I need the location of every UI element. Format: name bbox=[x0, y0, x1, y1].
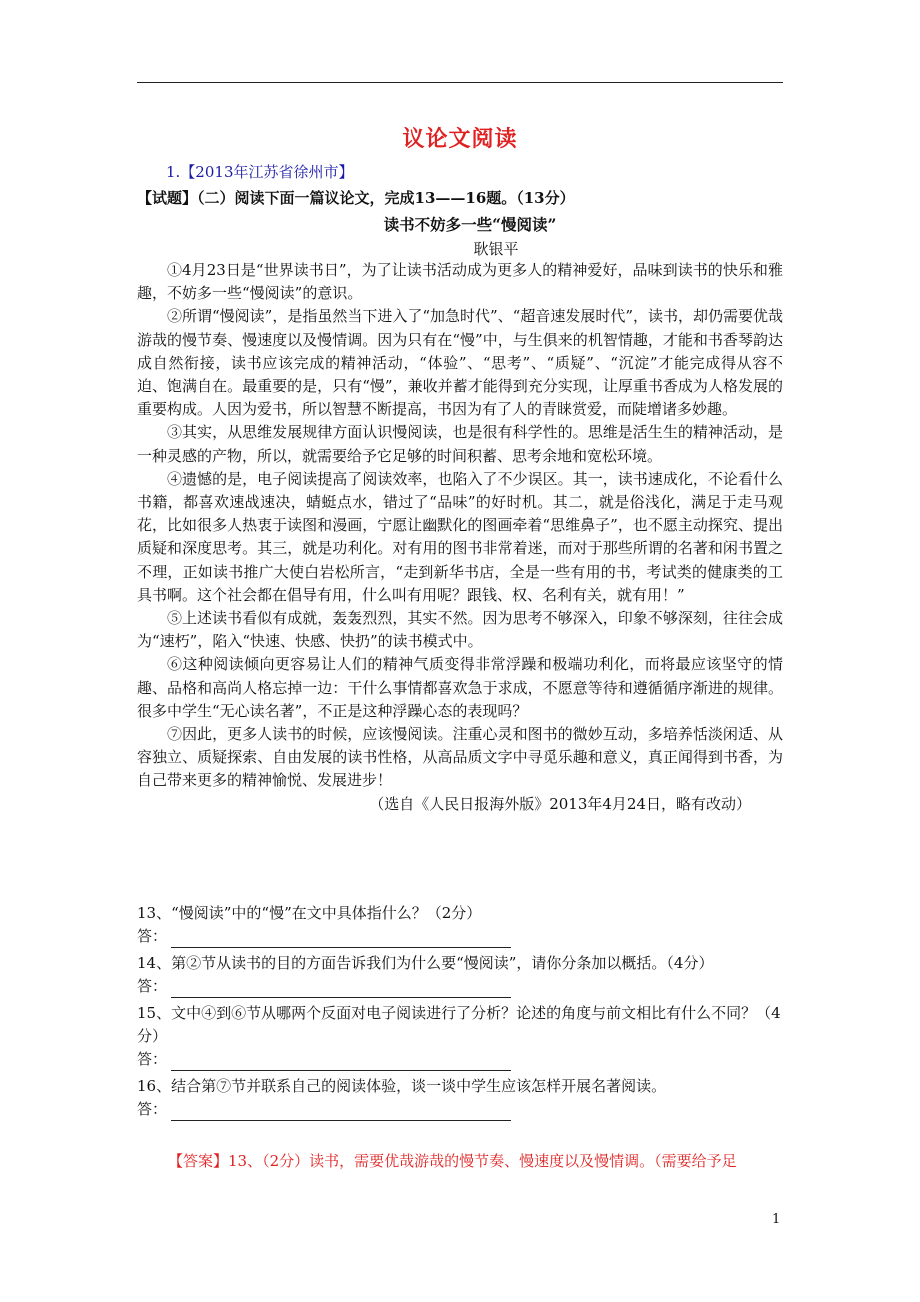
answer-label: 答： bbox=[137, 977, 168, 995]
answer-line-14 bbox=[137, 975, 783, 998]
paragraph: ⑥这种阅读倾向更容易让人们的精神气质变得非常浮躁和极端功利化，而将最应该坚守的情趣、品格和高尚人格忘掉一边：干什么事情都喜欢急于求成，不愿意等待和遵循循序渐进的规律。很多中学生“无心读名著”，不正是这种浮躁心态的表现吗？ bbox=[137, 655, 783, 720]
paragraph: ⑤上述读书看似有成就，轰轰烈烈，其实不然。因为思考不够深入，印象不够深刻，往往会成为“速朽”，陷入“快速、快感、快扔”的读书模式中。 bbox=[137, 609, 783, 651]
question-16: 16、结合第⑦节并联系自己的阅读体验，谈一谈中学生应该怎样开展名著阅读。 bbox=[137, 1077, 667, 1095]
article-body bbox=[137, 259, 783, 816]
article-author: 耿银平 bbox=[473, 240, 519, 258]
paragraph: ②所谓“慢阅读”，是指虽然当下进入了“加急时代”、“超音速发展时代”，读书，却仍需要优哉游哉的慢节奏、慢速度以及慢情调。因为只有在“慢”中，与生俱来的机智情趣，才能和书香琴韵达成自然衔接，读书应该完成的精神活动，“体验”、“思考”、“质疑”、“沉淀”才能完成得从容不迫、饱满自在。最重要的是，只有“慢”，兼收并蓄才能得到充分实现，让厚重书香成为人格发展的重要构成。人因为爱书，所以智慧不断提高，书因为有了人的青睐赏爱，而陡增诸多妙趣。 bbox=[137, 307, 784, 419]
answer-label: 答： bbox=[137, 1050, 168, 1068]
header-rule bbox=[137, 82, 783, 83]
question-13: 13、“慢阅读”中的“慢”在文中具体指什么？（2分） bbox=[137, 904, 482, 922]
answer-key: 【答案】13、（2分）读书，需要优哉游哉的慢节奏、慢速度以及慢情调。（需要给予足 bbox=[168, 1152, 737, 1170]
answer-line-13 bbox=[137, 925, 783, 948]
answer-line-15 bbox=[137, 1048, 783, 1071]
answer-line-16 bbox=[137, 1098, 783, 1121]
answer-label: 答： bbox=[137, 1100, 168, 1118]
paragraph: ④遗憾的是，电子阅读提高了阅读效率，也陷入了不少误区。其一，读书速成化，不论看什么书籍，都喜欢速战速决，蜻蜓点水，错过了“品味”的好时机。其二，就是俗浅化，满足于走马观花，比如很多人热衷于读图和漫画，宁愿让幽默化的图画牵着“思维鼻子”，也不愿主动探究、提出质疑和深度思考。其三，就是功利化。对有用的图书非常着迷，而对于那些所谓的名著和闲书置之不理，正如读书推广大使白岩松所言，“走到新华书店，全是一些有用的书，考试类的健康类的工具书啊。这个社会都在倡导有用，什么叫有用呢？跟钱、权、名利有关，就有用！” bbox=[137, 469, 783, 604]
answer-blank[interactable] bbox=[171, 1054, 511, 1071]
questions bbox=[137, 902, 783, 1125]
document-title: 议论文阅读 bbox=[402, 126, 518, 152]
page-number: 1 bbox=[772, 1212, 781, 1227]
answer-label: 答： bbox=[137, 927, 168, 945]
article-title: 读书不妨多一些“慢阅读” bbox=[383, 215, 557, 234]
question-source: 1.【2013年江苏省徐州市】 bbox=[166, 163, 354, 181]
paragraph: ③其实，从思维发展规律方面认识慢阅读，也是很有科学性的。思维是活生生的精神活动，是一种灵感的产物，所以，就需要给予它足够的时间积蓄、思考余地和宽松环境。 bbox=[137, 423, 783, 465]
answer-blank[interactable] bbox=[171, 1104, 511, 1121]
question-header: 【试题】（二）阅读下面一篇议论文，完成13——16题。（13分） bbox=[137, 189, 575, 207]
paragraph: ①4月23日是“世界读书日”，为了让读书活动成为更多人的精神爱好，品味到读书的快乐和雅趣，不妨多一些“慢阅读”的意识。 bbox=[137, 261, 783, 303]
paragraph: ⑦因此，更多人读书的时候，应该慢阅读。注重心灵和图书的微妙互动，多培养恬淡闲适、从容独立、质疑探索、自由发展的读书性格，从高品质文字中寻觅乐趣和意义，真正闻得到书香，为自己带来更多的精神愉悦、发展进步！ bbox=[137, 725, 783, 790]
question-15: 15、文中④到⑥节从哪两个反面对电子阅读进行了分析？论述的角度与前文相比有什么不同？（4分） bbox=[137, 1004, 781, 1045]
question-14: 14、第②节从读书的目的方面告诉我们为什么要“慢阅读”，请你分条加以概括。（4分） bbox=[137, 954, 714, 972]
answer-blank[interactable] bbox=[171, 931, 511, 948]
citation: （选自《人民日报海外版》2013年4月24日，略有改动） bbox=[369, 794, 751, 813]
answer-blank[interactable] bbox=[171, 981, 511, 998]
